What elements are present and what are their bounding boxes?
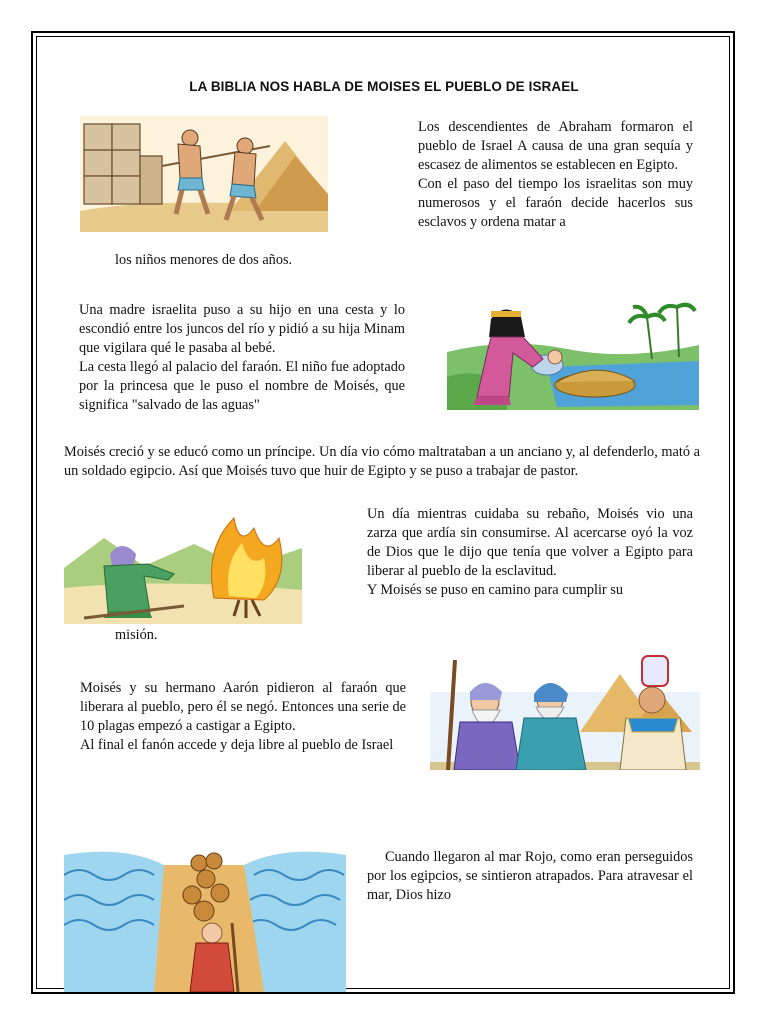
- section-1-text: [418, 118, 693, 232]
- paragraph: Moisés creció y se educó como un príncipe. Un día vio cómo maltrataban a un anciano y, al defenderlo, mató a un soldado egipcio. Así que Moisés tuvo que huir de Egipto y se puso a trabajar de pastor.: [64, 444, 700, 479]
- section-3-text: [64, 443, 700, 481]
- red-sea-crossing-illustration: [64, 845, 346, 992]
- paragraph: La cesta llegó al palacio del faraón. El niño fue adoptado por la princesa que le puso el nombre de Moisés, que significa "salvado de las aguas": [79, 359, 405, 413]
- paragraph: Una madre israelita puso a su hijo en una cesta y lo escondió entre los juncos del río y pidió a su hija Minam que vigilara qué le pasaba al bebé.: [79, 302, 405, 356]
- section-2-text: [79, 301, 405, 415]
- mother-basket-river-illustration: [447, 297, 699, 410]
- section-4-continuation: misión.: [115, 627, 158, 643]
- paragraph: Cuando llegaron al mar Rojo, como eran perseguidos por los egipcios, se sintieron atrapados. Para atravesar el mar, Dios hizo: [367, 849, 693, 903]
- paragraph: Un día mientras cuidaba su rebaño, Moisés vio una zarza que ardía sin consumirse. Al acercarse oyó la voz de Dios que le dijo que tenía que volver a Egipto para liberar al pueblo de la esclavitud.: [367, 506, 693, 579]
- paragraph: Con el paso del tiempo los israelitas son muy numerosos y el faraón decide hacerlos sus esclavos y ordena matar a: [418, 176, 693, 230]
- burning-bush-illustration: [64, 508, 302, 624]
- moses-aaron-pharaoh-illustration: [430, 652, 700, 770]
- section-5-text: [80, 679, 406, 755]
- paragraph: Y Moisés se puso en camino para cumplir su: [367, 582, 623, 598]
- section-1-continuation: los niños menores de dos años.: [115, 252, 293, 268]
- paragraph: Los descendientes de Abraham formaron el pueblo de Israel A causa de una gran sequía y escasez de alimentos se establecen en Egipto.: [418, 119, 693, 173]
- page-title: LA BIBLIA NOS HABLA DE MOISES EL PUEBLO DE ISRAEL: [189, 79, 579, 94]
- section-6-text: [367, 848, 693, 905]
- paragraph: Al final el fanón accede y deja libre al pueblo de Israel: [80, 737, 394, 753]
- paragraph: Moisés y su hermano Aarón pidieron al faraón que liberara al pueblo, pero él se negó. Entonces una serie de 10 plagas empezó a castigar a Egipto.: [80, 680, 406, 734]
- slaves-pulling-blocks-illustration: [80, 116, 328, 232]
- section-4-text: [367, 505, 693, 600]
